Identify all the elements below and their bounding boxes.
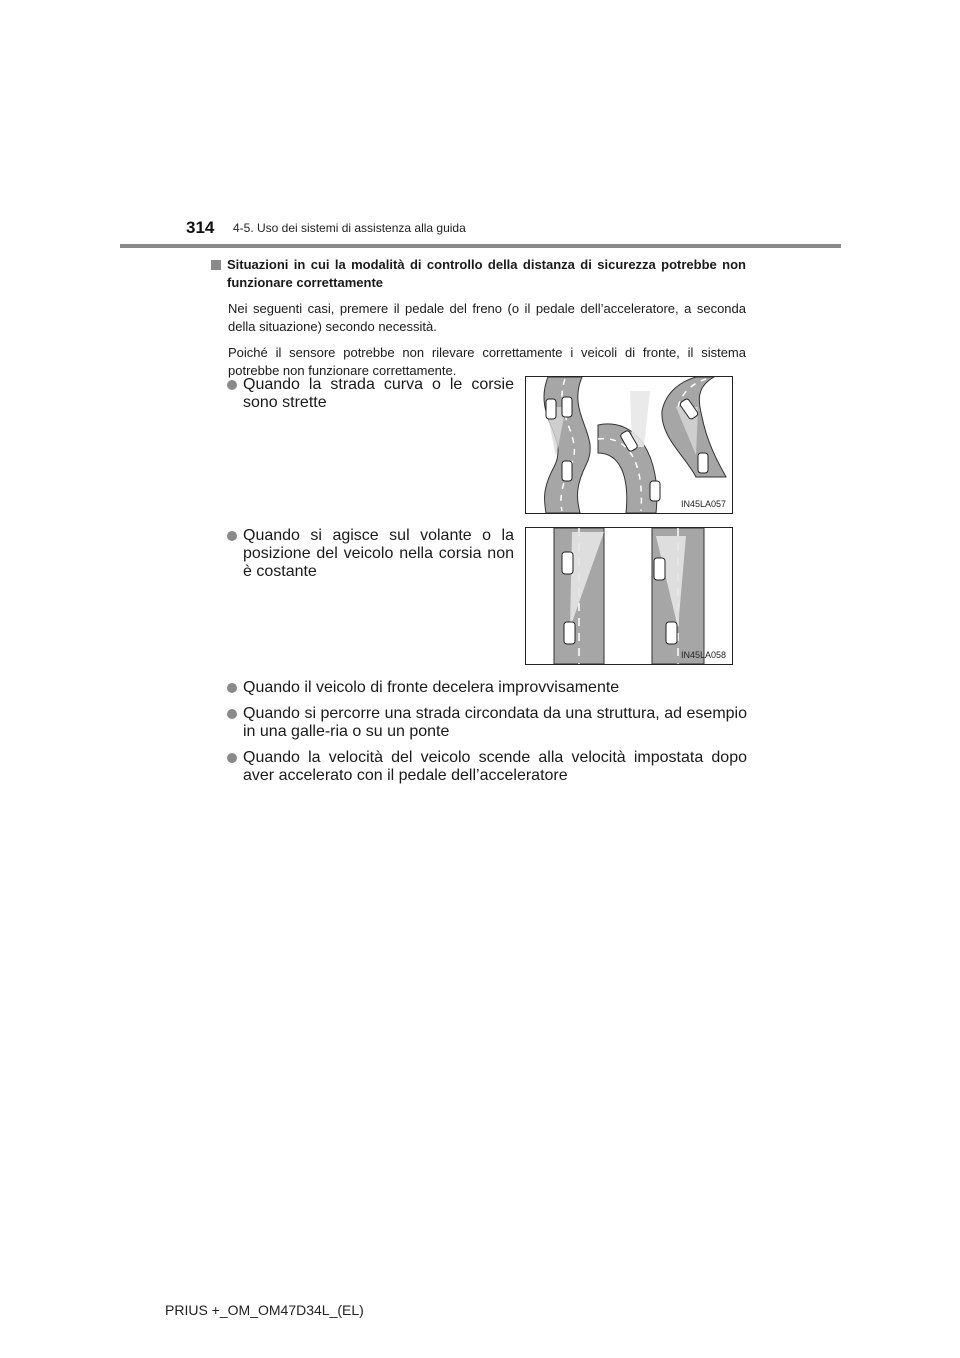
footer-doc-code: PRIUS +_OM_OM47D34L_(EL) [165, 1302, 364, 1318]
list-item [227, 527, 514, 581]
list-item-text: Quando la strada curva o le corsie sono strette [243, 376, 514, 411]
list-item [227, 376, 514, 412]
list-item [227, 679, 747, 697]
list-item-text: Quando si agisce sul volante o la posizione del veicolo nella corsia non è costante [243, 527, 514, 580]
figure-curved-roads [525, 376, 733, 514]
bullet-dot-icon [227, 380, 237, 390]
figure-row-lane-position [227, 527, 733, 660]
figure-lane-position [525, 527, 733, 665]
section-title: 4-5. Uso dei sistemi di assistenza alla guida [233, 221, 466, 235]
section-heading [211, 256, 746, 292]
bullet-dot-icon [227, 709, 237, 719]
page-number: 314 [186, 218, 215, 237]
list-item [227, 749, 747, 785]
list-item-text: Quando il veicolo di fronte decelera improvvisamente [243, 679, 620, 696]
curved-roads-illustration [526, 377, 732, 513]
bullet-dot-icon [227, 683, 237, 693]
figure-code: IN45LA058 [680, 650, 726, 660]
lane-position-illustration [526, 528, 732, 664]
list-item [227, 705, 747, 741]
figure-row-curves [227, 376, 733, 509]
bullet-dot-icon [227, 531, 237, 541]
section-heading-text: Situazioni in cui la modalità di controllo della distanza di sicurezza potrebbe non funzionare correttamente [227, 257, 746, 290]
bullet-dot-icon [227, 753, 237, 763]
square-bullet-icon [211, 260, 221, 270]
list-item-text: Quando la velocità del veicolo scende alla velocità impostata dopo aver accelerato con il pedale dell’acceleratore [243, 749, 747, 784]
main-content [211, 256, 746, 380]
bullet-list [227, 679, 747, 793]
paragraph: Poiché il sensore potrebbe non rilevare correttamente i veicoli di fronte, il sistema potrebbe non funzionare correttamente. [228, 345, 746, 378]
list-item-text: Quando si percorre una strada circondata da una struttura, ad esempio in una galle-ria o su un ponte [243, 705, 747, 740]
header-rule [120, 244, 841, 248]
paragraph: Nei seguenti casi, premere il pedale del freno (o il pedale dell’acceleratore, a seconda della situazione) secondo necessità. [228, 301, 746, 334]
figure-code: IN45LA057 [680, 499, 726, 509]
